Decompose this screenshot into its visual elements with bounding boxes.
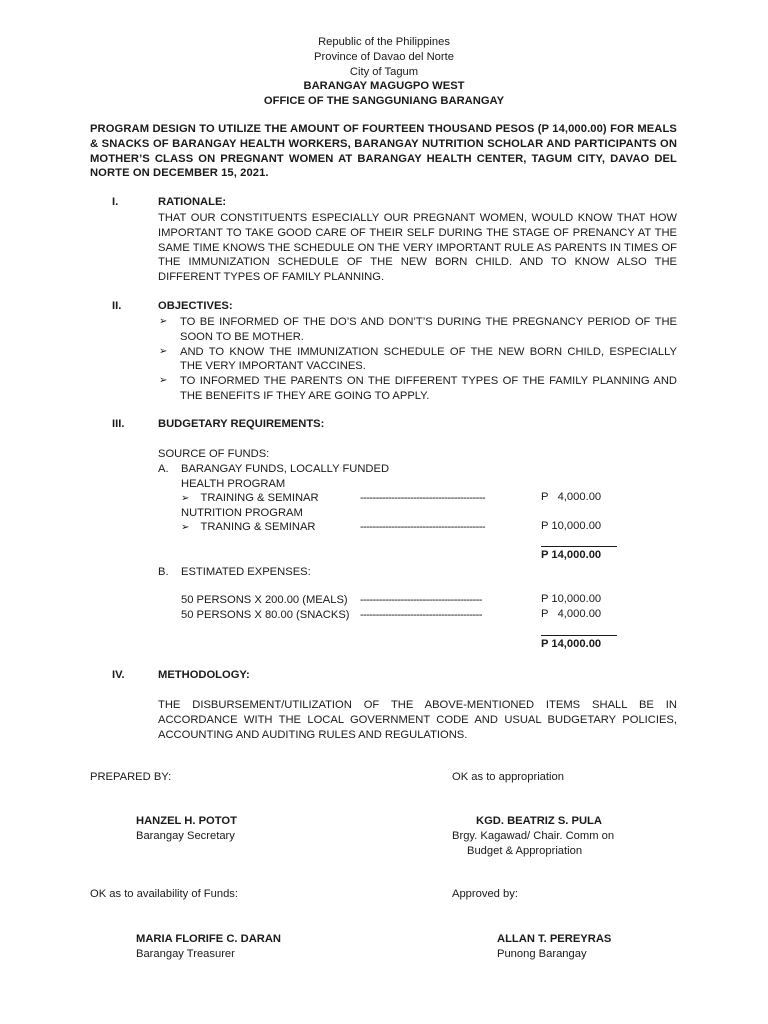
letterhead [0, 35, 768, 109]
objective-item [158, 345, 677, 375]
section-number-budget: III. [112, 418, 125, 430]
ok-funds-label: OK as to availability of Funds: [90, 888, 238, 900]
rationale-text: THAT OUR CONSTITUENTS ESPECIALLY OUR PREGNANT WOMEN, WOULD KNOW THAT HOW IMPORTANT TO TAKE GOOD CARE OF THEIR SELF DURING THE STAGE OF PRENANCY AT THE SAME TIME KNOWS THE SCHEDULE ON THE VERY IMPORTANT RULE AS PARENTS IN TIMES OF THE IMMUNIZATION SCHEDULE OF THE NEW BORN CHILD. AND TO KNOW ALSO THE DIFFERENT TYPES OF FAMILY PLANNING. [158, 212, 677, 284]
snacks-label: 50 PERSONS X 80.00 (SNACKS) [181, 609, 350, 621]
fund-letter-a: A. [158, 463, 169, 475]
barangay-funds-label: BARANGAY FUNDS, LOCALLY FUNDED [181, 463, 390, 475]
objective-text: TO BE INFORMED OF THE DO’S AND DON’T’S DURING THE PREGNANCY PERIOD OF THE SOON TO BE MOTHER. [180, 316, 677, 343]
methodology-text: THE DISBURSEMENT/UTILIZATION OF THE ABOVE-MENTIONED ITEMS SHALL BE IN ACCORDANCE WITH THE LOCAL GOVERNMENT CODE AND USUAL BUDGETARY POLICIES, ACCOUNTING AND AUDITING RULES AND REGULATIONS. [158, 699, 677, 741]
header-republic: Republic of the Philippines [318, 36, 450, 48]
objective-text: AND TO KNOW THE IMMUNIZATION SCHEDULE OF THE NEW BORN CHILD, ESPECIALLY THE VERY IMPORTANT VACCINES. [180, 345, 677, 373]
section-heading-budget: BUDGETARY REQUIREMENTS: [158, 418, 325, 430]
arrow-bullet-icon: ➢ [159, 345, 168, 357]
section-number-objectives: II. [112, 300, 122, 312]
section-heading-methodology: METHODOLOGY: [158, 669, 250, 681]
estimated-expenses-label: ESTIMATED EXPENSES: [181, 566, 311, 578]
traning-label: TRANING & SEMINAR [200, 521, 316, 533]
captain-name: ALLAN T. PEREYRAS [497, 933, 612, 945]
arrow-bullet-icon: ➢ [159, 375, 168, 387]
objectives-list [158, 315, 677, 404]
total-rule [541, 635, 617, 636]
fund-letter-b: B. [158, 566, 169, 578]
captain-title: Punong Barangay [497, 948, 587, 960]
section-number-rationale: I. [112, 196, 119, 208]
objective-text: TO INFORMED THE PARENTS ON THE DIFFERENT TYPES OF THE FAMILY PLANNING AND THE BENEFITS IF THEY ARE GOING TO APPLY. [180, 375, 677, 402]
source-of-funds-label: SOURCE OF FUNDS: [158, 448, 270, 460]
approved-by-label: Approved by: [452, 888, 518, 900]
arrow-bullet-icon: ➢ [159, 316, 168, 327]
meals-label: 50 PERSONS X 200.00 (MEALS) [181, 594, 348, 606]
kagawad-title: Brgy. Kagawad/ Chair. Comm on [452, 830, 615, 842]
header-city: City of Tagum [349, 65, 419, 78]
arrow-bullet-icon: ➢ [181, 522, 190, 533]
leader-dashes: --------------------------------------- [360, 609, 482, 621]
treasurer-name: MARIA FLORIFE C. DARAN [136, 933, 282, 945]
health-program-label: HEALTH PROGRAM [181, 478, 286, 490]
kagawad-committee: Budget & Appropriation [467, 845, 583, 857]
snacks-amount: P 4,000.00 [541, 608, 602, 620]
leader-dashes: ---------------------------------------- [360, 521, 486, 533]
prepared-by-label: PREPARED BY: [90, 771, 172, 783]
section-number-methodology: IV. [112, 669, 125, 681]
arrow-bullet-icon: ➢ [181, 493, 190, 504]
section-heading-objectives: OBJECTIVES: [158, 300, 233, 312]
total-rule [541, 546, 617, 547]
document-title: PROGRAM DESIGN TO UTILIZE THE AMOUNT OF FOURTEEN THOUSAND PESOS (P 14,000.00) FOR MEALS & SNACKS OF BARANGAY HEALTH WORKERS, BARANGAY NUTRITION SCHOLAR AND PARTICIPANTS ON MOTHER’S CLASS ON PREGNANT WOMEN AT BARANGAY HEALTH CENTER, TAGUM CITY, DAVAO DEL NORTE ON DECEMBER 15, 2021. [90, 123, 677, 180]
meals-amount: P 10,000.00 [541, 593, 602, 605]
source-total: P 14,000.00 [541, 549, 602, 561]
kagawad-name: KGD. BEATRIZ S. PULA [476, 815, 602, 827]
leader-dashes: --------------------------------------- [360, 594, 482, 606]
secretary-title: Barangay Secretary [136, 830, 235, 842]
leader-dashes: ---------------------------------------- [360, 492, 486, 504]
section-heading-rationale: RATIONALE: [158, 196, 227, 208]
objective-item [158, 374, 677, 404]
nutrition-program-label: NUTRITION PROGRAM [181, 507, 303, 519]
budget-line-traning [181, 520, 316, 536]
header-barangay: BARANGAY MAGUGPO WEST [303, 80, 465, 93]
objective-item [158, 315, 677, 345]
budget-line-training [181, 491, 319, 507]
expense-total: P 14,000.00 [541, 638, 602, 650]
training-label: TRAINING & SEMINAR [200, 492, 319, 504]
secretary-name: HANZEL H. POTOT [136, 815, 237, 827]
header-office: OFFICE OF THE SANGGUNIANG BARANGAY [263, 95, 505, 108]
ok-appropriation-label: OK as to appropriation [452, 771, 564, 783]
traning-amount: P 10,000.00 [541, 520, 602, 532]
training-amount: P 4,000.00 [541, 491, 602, 503]
header-province: Province of Davao del Norte [314, 50, 454, 63]
treasurer-title: Barangay Treasurer [136, 948, 235, 960]
